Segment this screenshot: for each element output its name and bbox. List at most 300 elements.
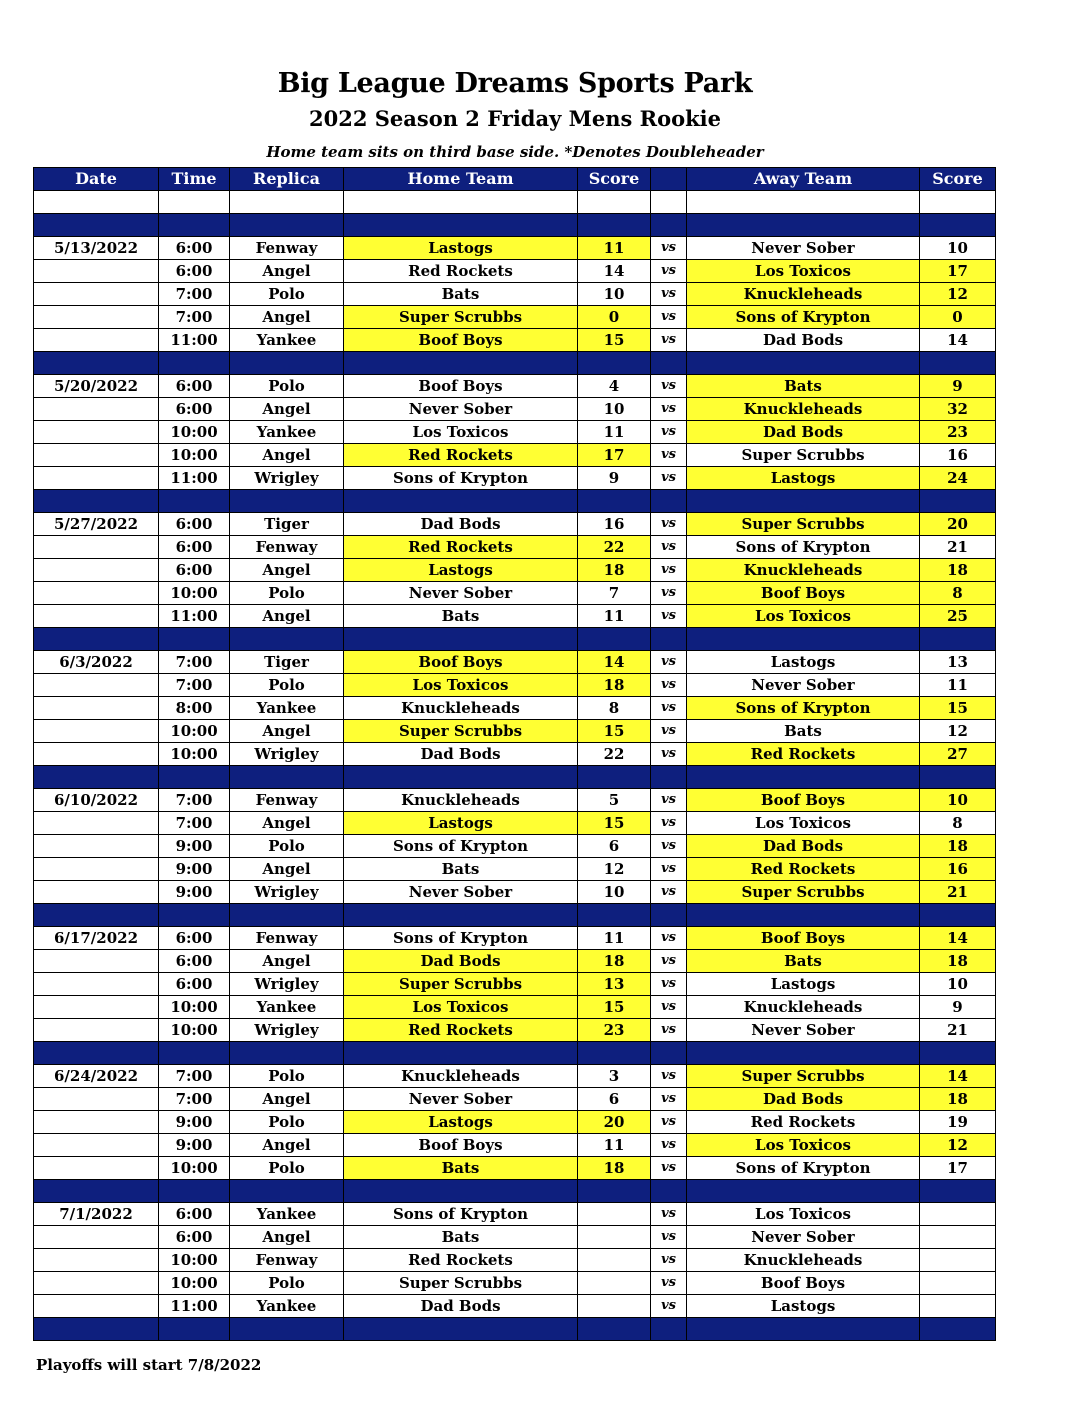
away-score: 14 [920,329,996,352]
empty-cell [344,904,578,927]
home-team: Dad Bods [344,513,578,536]
away-score: 24 [920,467,996,490]
empty-cell [651,1042,687,1065]
game-row [34,444,996,467]
game-time: 6:00 [159,398,230,421]
home-team: Never Sober [344,582,578,605]
empty-cell [34,214,159,237]
empty-cell [687,352,920,375]
vs-label: vs [651,812,687,835]
away-score: 18 [920,950,996,973]
home-team: Sons of Krypton [344,835,578,858]
week-separator [34,628,996,651]
replica-field: Polo [230,1272,344,1295]
vs-label: vs [651,605,687,628]
empty-cell [920,904,996,927]
empty-cell [920,1042,996,1065]
game-row [34,1203,996,1226]
game-row [34,950,996,973]
vs-label: vs [651,1111,687,1134]
empty-cell [230,191,344,214]
empty-cell [230,352,344,375]
game-time: 6:00 [159,375,230,398]
vs-label: vs [651,237,687,260]
away-team: Red Rockets [687,858,920,881]
away-score: 13 [920,651,996,674]
away-team: Dad Bods [687,835,920,858]
empty-cell [651,766,687,789]
replica-field: Yankee [230,1203,344,1226]
vs-label: vs [651,306,687,329]
away-team: Lastogs [687,467,920,490]
game-row [34,1295,996,1318]
empty-cell [578,628,651,651]
home-team: Boof Boys [344,1134,578,1157]
vs-label: vs [651,1157,687,1180]
away-team: Lastogs [687,651,920,674]
game-row [34,1111,996,1134]
game-date [34,950,159,973]
empty-cell [578,490,651,513]
game-row [34,559,996,582]
empty-cell [344,766,578,789]
away-team: Los Toxicos [687,1203,920,1226]
replica-field: Wrigley [230,881,344,904]
replica-field: Polo [230,1065,344,1088]
home-score: 14 [578,651,651,674]
game-time: 11:00 [159,467,230,490]
home-team: Bats [344,283,578,306]
home-team: Boof Boys [344,375,578,398]
empty-cell [230,766,344,789]
empty-cell [159,766,230,789]
game-row [34,375,996,398]
empty-cell [651,904,687,927]
game-date [34,444,159,467]
empty-cell [344,214,578,237]
home-score: 11 [578,1134,651,1157]
game-date: 5/20/2022 [34,375,159,398]
home-team: Lastogs [344,559,578,582]
week-separator [34,1318,996,1341]
away-score: 8 [920,812,996,835]
away-score: 12 [920,1134,996,1157]
vs-label: vs [651,720,687,743]
away-team: Never Sober [687,1226,920,1249]
col-home-team-header: Home Team [344,168,578,191]
away-team: Red Rockets [687,1111,920,1134]
home-score: 11 [578,237,651,260]
empty-cell [651,214,687,237]
empty-cell [687,1318,920,1341]
home-score: 11 [578,605,651,628]
game-row [34,582,996,605]
empty-cell [159,352,230,375]
home-team: Los Toxicos [344,421,578,444]
replica-field: Angel [230,1088,344,1111]
vs-label: vs [651,858,687,881]
home-score [578,1203,651,1226]
away-team: Super Scrubbs [687,513,920,536]
replica-field: Angel [230,398,344,421]
away-score: 21 [920,1019,996,1042]
away-team: Los Toxicos [687,260,920,283]
empty-cell [578,766,651,789]
home-score: 4 [578,375,651,398]
empty-cell [230,904,344,927]
away-team: Los Toxicos [687,1134,920,1157]
away-team: Boof Boys [687,1272,920,1295]
game-row [34,996,996,1019]
game-time: 10:00 [159,1157,230,1180]
home-team: Los Toxicos [344,674,578,697]
empty-cell [159,904,230,927]
blank-row [34,191,996,214]
away-score: 21 [920,881,996,904]
game-date [34,1226,159,1249]
empty-cell [344,1180,578,1203]
game-row [34,536,996,559]
home-team: Knuckleheads [344,697,578,720]
empty-cell [34,1318,159,1341]
home-score: 3 [578,1065,651,1088]
away-team: Knuckleheads [687,1249,920,1272]
home-team: Boof Boys [344,651,578,674]
vs-label: vs [651,283,687,306]
game-time: 10:00 [159,1272,230,1295]
empty-cell [159,214,230,237]
empty-cell [34,766,159,789]
replica-field: Polo [230,582,344,605]
game-date [34,329,159,352]
empty-cell [920,490,996,513]
game-date [34,421,159,444]
away-score: 12 [920,283,996,306]
away-team: Bats [687,375,920,398]
home-team: Lastogs [344,1111,578,1134]
vs-label: vs [651,513,687,536]
away-score: 23 [920,421,996,444]
game-row [34,835,996,858]
replica-field: Angel [230,559,344,582]
away-team: Lastogs [687,1295,920,1318]
game-row [34,329,996,352]
away-team: Boof Boys [687,927,920,950]
vs-label: vs [651,536,687,559]
away-score: 0 [920,306,996,329]
home-team: Knuckleheads [344,789,578,812]
empty-cell [687,1180,920,1203]
replica-field: Angel [230,1134,344,1157]
empty-cell [578,1318,651,1341]
game-date [34,536,159,559]
away-team: Bats [687,950,920,973]
empty-cell [230,1180,344,1203]
away-score: 18 [920,559,996,582]
col-date-header: Date [34,168,159,191]
away-score: 20 [920,513,996,536]
away-score: 32 [920,398,996,421]
replica-field: Tiger [230,513,344,536]
home-team: Super Scrubbs [344,306,578,329]
away-team: Bats [687,720,920,743]
game-date [34,283,159,306]
game-time: 6:00 [159,1226,230,1249]
empty-cell [159,490,230,513]
empty-cell [159,1042,230,1065]
home-score: 14 [578,260,651,283]
away-score: 16 [920,444,996,467]
empty-cell [920,191,996,214]
game-date: 7/1/2022 [34,1203,159,1226]
week-separator [34,1180,996,1203]
vs-label: vs [651,559,687,582]
away-score: 17 [920,260,996,283]
home-team: Bats [344,1157,578,1180]
empty-cell [230,1318,344,1341]
empty-cell [344,352,578,375]
vs-label: vs [651,651,687,674]
away-team: Boof Boys [687,582,920,605]
vs-label: vs [651,467,687,490]
home-score: 16 [578,513,651,536]
home-score: 18 [578,559,651,582]
home-score: 6 [578,1088,651,1111]
game-time: 10:00 [159,582,230,605]
vs-label: vs [651,444,687,467]
game-row [34,1134,996,1157]
vs-label: vs [651,329,687,352]
empty-cell [687,214,920,237]
home-score: 18 [578,1157,651,1180]
away-team: Super Scrubbs [687,1065,920,1088]
game-date [34,1088,159,1111]
game-date: 6/24/2022 [34,1065,159,1088]
game-date [34,858,159,881]
empty-cell [34,352,159,375]
game-date: 6/17/2022 [34,927,159,950]
home-score: 5 [578,789,651,812]
empty-cell [920,352,996,375]
away-team: Sons of Krypton [687,536,920,559]
replica-field: Tiger [230,651,344,674]
home-team: Lastogs [344,237,578,260]
game-date [34,582,159,605]
game-row [34,720,996,743]
away-score: 27 [920,743,996,766]
game-time: 10:00 [159,1019,230,1042]
empty-cell [578,1180,651,1203]
away-team: Los Toxicos [687,812,920,835]
home-score: 22 [578,536,651,559]
week-separator [34,1042,996,1065]
game-time: 9:00 [159,1134,230,1157]
week-separator [34,214,996,237]
empty-cell [34,904,159,927]
game-row [34,467,996,490]
game-time: 7:00 [159,283,230,306]
vs-label: vs [651,1088,687,1111]
home-team: Los Toxicos [344,996,578,1019]
game-date [34,812,159,835]
empty-cell [687,490,920,513]
away-score: 14 [920,1065,996,1088]
away-team: Sons of Krypton [687,306,920,329]
vs-label: vs [651,260,687,283]
home-score: 13 [578,973,651,996]
vs-label: vs [651,375,687,398]
home-team: Sons of Krypton [344,467,578,490]
away-team: Knuckleheads [687,283,920,306]
game-time: 6:00 [159,973,230,996]
replica-field: Angel [230,858,344,881]
game-date [34,1249,159,1272]
replica-field: Fenway [230,1249,344,1272]
home-team: Never Sober [344,881,578,904]
game-time: 9:00 [159,858,230,881]
home-score: 12 [578,858,651,881]
game-time: 6:00 [159,536,230,559]
game-row [34,1019,996,1042]
home-team: Super Scrubbs [344,1272,578,1295]
home-score: 23 [578,1019,651,1042]
home-team: Red Rockets [344,1019,578,1042]
vs-label: vs [651,1134,687,1157]
away-team: Super Scrubbs [687,444,920,467]
away-score: 25 [920,605,996,628]
away-team: Knuckleheads [687,559,920,582]
game-row [34,674,996,697]
home-team: Red Rockets [344,1249,578,1272]
game-time: 7:00 [159,1065,230,1088]
away-score [920,1226,996,1249]
page-subtitle: 2022 Season 2 Friday Mens Rookie [309,106,721,131]
empty-cell [920,214,996,237]
empty-cell [920,1180,996,1203]
game-time: 7:00 [159,812,230,835]
empty-cell [230,490,344,513]
away-score: 16 [920,858,996,881]
replica-field: Yankee [230,996,344,1019]
home-score [578,1295,651,1318]
vs-label: vs [651,835,687,858]
home-score: 15 [578,996,651,1019]
empty-cell [34,628,159,651]
home-team: Dad Bods [344,950,578,973]
game-date [34,260,159,283]
game-time: 9:00 [159,1111,230,1134]
away-score: 11 [920,674,996,697]
game-time: 7:00 [159,789,230,812]
replica-field: Fenway [230,789,344,812]
home-score: 15 [578,329,651,352]
away-score: 9 [920,375,996,398]
game-row [34,927,996,950]
empty-cell [159,628,230,651]
schedule-table [33,167,996,1341]
schedule-body [34,191,996,1341]
game-time: 6:00 [159,927,230,950]
home-score [578,1249,651,1272]
game-row [34,283,996,306]
col-replica-header: Replica [230,168,344,191]
vs-label: vs [651,1272,687,1295]
game-time: 11:00 [159,1295,230,1318]
vs-label: vs [651,398,687,421]
game-time: 7:00 [159,1088,230,1111]
game-date [34,881,159,904]
away-score: 18 [920,835,996,858]
game-date [34,605,159,628]
vs-label: vs [651,1295,687,1318]
week-separator [34,490,996,513]
away-score: 19 [920,1111,996,1134]
game-row [34,605,996,628]
game-row [34,1226,996,1249]
week-separator [34,904,996,927]
game-time: 10:00 [159,1249,230,1272]
away-score [920,1249,996,1272]
away-score: 14 [920,927,996,950]
home-team: Red Rockets [344,260,578,283]
game-time: 6:00 [159,513,230,536]
away-score: 17 [920,1157,996,1180]
game-date [34,973,159,996]
empty-cell [687,628,920,651]
game-time: 10:00 [159,996,230,1019]
home-team: Sons of Krypton [344,927,578,950]
game-row [34,651,996,674]
replica-field: Wrigley [230,973,344,996]
away-team: Los Toxicos [687,605,920,628]
home-team: Super Scrubbs [344,720,578,743]
empty-cell [651,352,687,375]
empty-cell [230,214,344,237]
away-score: 10 [920,237,996,260]
vs-label: vs [651,674,687,697]
home-team: Red Rockets [344,536,578,559]
empty-cell [578,904,651,927]
game-row [34,421,996,444]
home-team: Red Rockets [344,444,578,467]
vs-label: vs [651,973,687,996]
game-date [34,674,159,697]
game-time: 9:00 [159,881,230,904]
away-team: Knuckleheads [687,398,920,421]
home-team: Lastogs [344,812,578,835]
replica-field: Polo [230,283,344,306]
game-time: 7:00 [159,674,230,697]
game-row [34,812,996,835]
vs-label: vs [651,950,687,973]
game-time: 11:00 [159,605,230,628]
vs-label: vs [651,1249,687,1272]
replica-field: Angel [230,720,344,743]
replica-field: Wrigley [230,1019,344,1042]
away-score: 10 [920,973,996,996]
game-time: 6:00 [159,237,230,260]
game-row [34,260,996,283]
empty-cell [159,1318,230,1341]
away-team: Never Sober [687,1019,920,1042]
game-date: 6/3/2022 [34,651,159,674]
away-team: Dad Bods [687,421,920,444]
game-row [34,1249,996,1272]
game-time: 7:00 [159,306,230,329]
home-team-note: Home team sits on third base side. *Denotes Doubleheader [266,143,764,161]
home-team: Dad Bods [344,1295,578,1318]
game-time: 7:00 [159,651,230,674]
